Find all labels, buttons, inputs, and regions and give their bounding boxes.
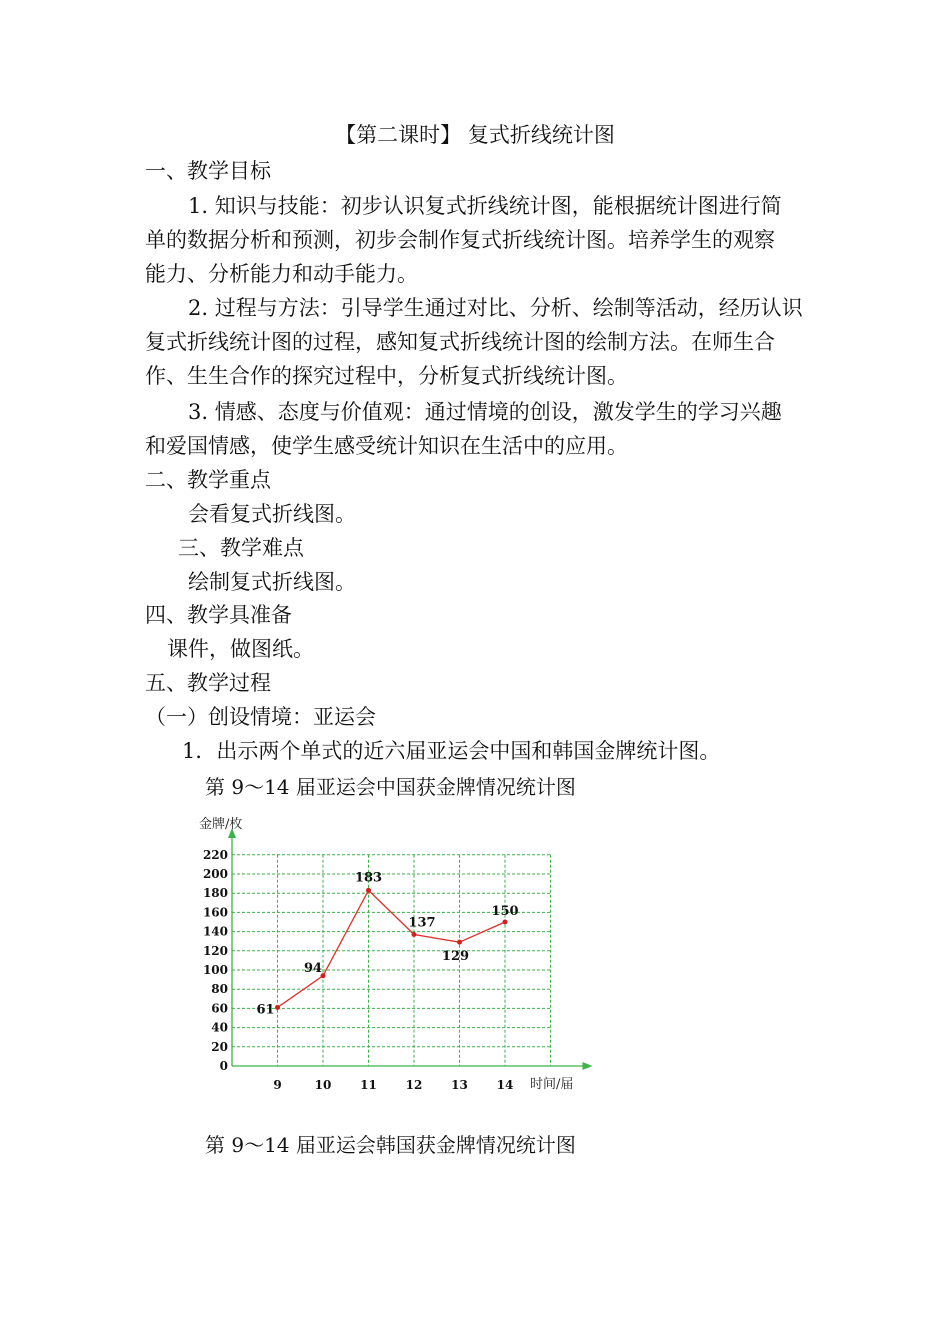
china-gold-medal-line-chart [195, 808, 605, 1098]
y-tick-label: 180 [202, 886, 228, 901]
data-label: 137 [408, 915, 436, 931]
y-tick-label: 40 [211, 1020, 228, 1035]
section-3-heading: 三、教学难点 [178, 536, 304, 560]
section-2-text: 会看复式折线图。 [188, 502, 356, 526]
chart-labels [203, 848, 519, 1092]
section-5-subheading: （一）创设情境：亚运会 [145, 705, 376, 729]
y-tick-label: 140 [202, 924, 228, 939]
section-2-heading: 二、教学重点 [145, 468, 271, 492]
x-tick-label: 13 [451, 1078, 468, 1092]
data-point [503, 920, 508, 925]
goal-1-line-3: 能力、分析能力和动手能力。 [145, 262, 418, 286]
y-tick-label: 220 [202, 847, 228, 862]
x-tick-label: 10 [314, 1078, 332, 1092]
data-point [412, 932, 417, 937]
goal-2-line-3: 作、生生合作的探究过程中，分析复式折线统计图。 [145, 364, 628, 388]
x-axis-arrow [583, 1062, 593, 1070]
chart-2-title: 第 9～14 届亚运会韩国获金牌情况统计图 [205, 1133, 576, 1157]
y-tick-label: 20 [211, 1039, 228, 1054]
chart-grid [232, 855, 551, 1066]
chart-axes [228, 828, 593, 1070]
section-5-item-1: 1．出示两个单式的近六届亚运会中国和韩国金牌统计图。 [182, 739, 721, 763]
y-tick-label: 60 [211, 1001, 228, 1016]
y-tick-label: 80 [211, 982, 228, 997]
x-tick-label: 14 [496, 1078, 514, 1092]
chart-series [275, 888, 508, 1010]
section-4-heading: 四、教学具准备 [145, 603, 292, 627]
data-point [457, 940, 462, 945]
data-label: 61 [256, 1002, 275, 1018]
x-tick-label: 12 [405, 1078, 423, 1092]
goal-3-line-1: 3. 情感、态度与价值观：通过情境的创设，激发学生的学习兴趣 [188, 400, 782, 424]
goal-2-line-2: 复式折线统计图的过程，感知复式折线统计图的绘制方法。在师生合 [145, 330, 775, 354]
section-3-text: 绘制复式折线图。 [188, 570, 356, 594]
section-5-heading: 五、教学过程 [145, 671, 271, 695]
section-4-text: 课件，做图纸。 [167, 637, 314, 661]
data-label: 94 [303, 960, 323, 976]
goal-2-line-1: 2. 过程与方法：引导学生通过对比、分析、绘制等活动，经历认识 [188, 296, 803, 320]
y-tick-label: 0 [219, 1059, 228, 1073]
data-point [366, 888, 371, 893]
section-1-heading: 一、教学目标 [145, 159, 271, 183]
data-label: 129 [441, 949, 470, 965]
china-series-line [278, 890, 506, 1007]
document-title: 【第二课时】 复式折线统计图 [335, 123, 615, 147]
y-tick-label: 200 [202, 867, 228, 881]
data-label: 150 [491, 904, 519, 919]
y-tick-label: 120 [202, 943, 228, 958]
y-axis-label: 金牌/枚 [199, 817, 243, 832]
y-tick-label: 160 [202, 905, 228, 920]
goal-3-line-2: 和爱国情感，使学生感受统计知识在生活中的应用。 [145, 434, 628, 458]
x-axis-label: 时间/届 [530, 1077, 574, 1092]
chart-1-title: 第 9～14 届亚运会中国获金牌情况统计图 [205, 775, 576, 799]
goal-1-line-2: 单的数据分析和预测，初步会制作复式折线统计图。培养学生的观察 [145, 228, 775, 252]
y-tick-label: 100 [202, 963, 228, 977]
data-label: 183 [354, 870, 383, 886]
x-tick-label: 9 [273, 1078, 282, 1092]
x-tick-label: 11 [360, 1078, 377, 1092]
data-point [275, 1005, 280, 1010]
goal-1-line-1: 1. 知识与技能：初步认识复式折线统计图，能根据统计图进行简 [188, 194, 782, 218]
